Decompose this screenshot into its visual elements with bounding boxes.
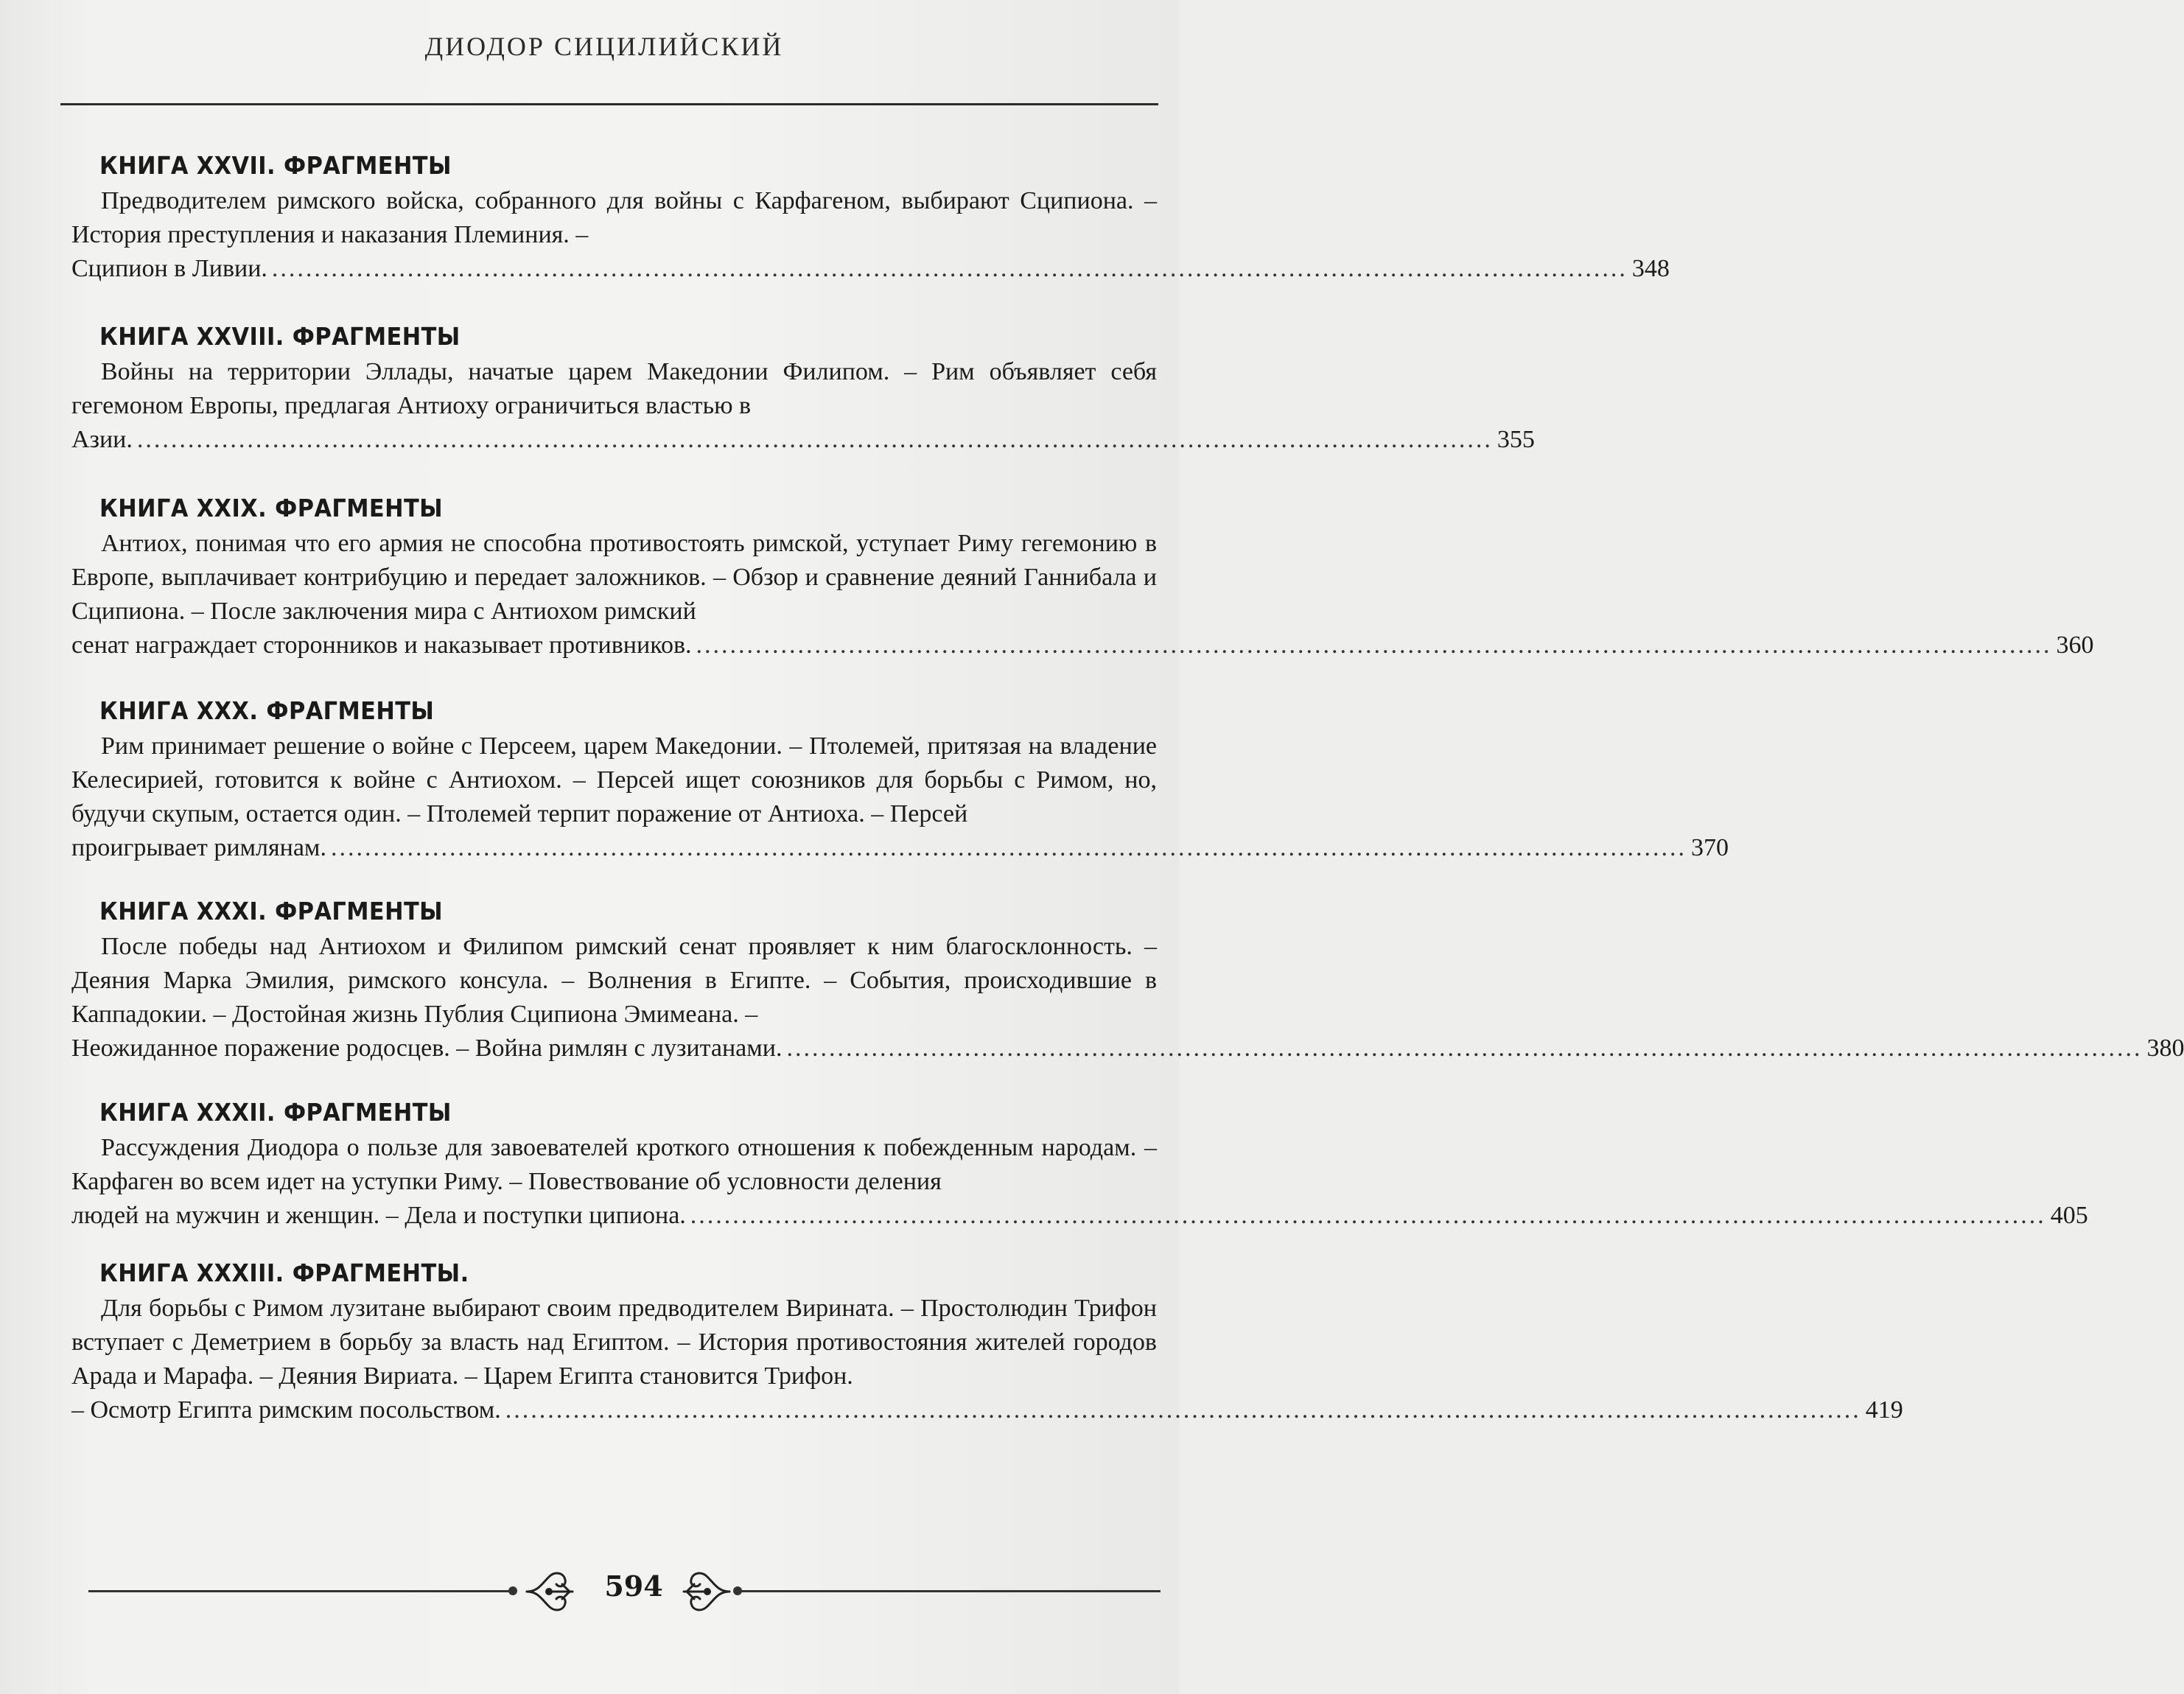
section-title: КНИГА XXVII. ФРАГМЕНТЫ [99,151,452,180]
section-title: КНИГА XXXIII. ФРАГМЕНТЫ. [99,1259,469,1287]
fleuron-right-icon [678,1562,737,1621]
toc-entry [70,696,1729,865]
toc-last-line [71,252,1670,286]
toc-entry [70,1098,2088,1233]
running-head: ДИОДОР СИЦИЛИЙСКИЙ [424,32,784,61]
section-title: КНИГА XXIX. ФРАГМЕНТЫ [99,494,444,522]
toc-entry [70,897,2184,1065]
toc-last-line [71,629,2094,662]
toc-last-line [71,423,1535,457]
dot-leader: ................................................................................................................................................................ [696,631,2052,659]
toc-last-line [71,1199,2088,1233]
summary-last-line: Азии. [71,426,133,453]
footer-rule-left [88,1590,512,1592]
fleuron-left-icon [519,1562,578,1621]
footer-rule-right [737,1590,1161,1592]
toc-entry [70,322,1535,457]
page-ref: 355 [1497,426,1535,453]
page-footer [88,1562,1164,1621]
dot-leader: ................................................................................................................................................................ [505,1396,1861,1424]
page-ref: 405 [2050,1202,2088,1229]
page-ref: 419 [1865,1396,1903,1424]
section-summary: Предводителем римского войска, собранного для войны с Карфагеном, выбирают Сципиона. – История преступления и наказания Племиния. – [71,187,1157,248]
summary-last-line: проигрывает римлянам. [71,834,326,861]
footer-dot-left [508,1586,517,1595]
dot-leader: ................................................................................................................................................................ [330,834,1687,861]
toc-last-line [71,831,1729,865]
page-ref: 370 [1690,834,1729,861]
page-ref: 380 [2146,1035,2184,1062]
summary-last-line: – Осмотр Египта римским посольством. [71,1396,501,1424]
page-ref: 360 [2056,631,2094,659]
toc-last-line [71,1032,2184,1065]
section-title: КНИГА XXXI. ФРАГМЕНТЫ [99,897,444,925]
toc-entry [70,151,1670,286]
section-summary: Антиох, понимая что его армия не способна противостоять римской, уступает Риму гегемонию в Европе, выплачивает контрибуцию и передает заложников. – Обзор и сравнение деяний Ганнибала и Сципиона. – После заключения мира с Антиохом римский [71,530,1157,625]
summary-last-line: Сципион в Ливии. [71,255,267,282]
toc-last-line [71,1393,1903,1427]
toc-entry [70,1259,1903,1427]
dot-leader: ................................................................................................................................................................ [271,255,1628,282]
section-summary: Войны на территории Эллады, начатые царем Македонии Филипом. – Рим объявляет себя гегемоном Европы, предлагая Антиоху ограничиться властью в [71,358,1157,419]
section-title: КНИГА XXVIII. ФРАГМЕНТЫ [99,322,461,351]
page-ref: 348 [1631,255,1670,282]
section-summary: Для борьбы с Римом лузитане выбирают своим предводителем Вирината. – Простолюдин Трифон вступает с Деметрием в борьбу за власть над Египтом. – История противостояния жителей городов Арада и Марафа. – Деяния Вириата. – Царем Египта становится Трифон. [71,1295,1157,1390]
summary-last-line: Неожиданное поражение родосцев. – Война римлян с лузитанами. [71,1035,783,1062]
toc-entry [70,494,2094,662]
section-title: КНИГА XXXII. ФРАГМЕНТЫ [99,1098,452,1127]
dot-leader: ................................................................................................................................................................ [136,426,1493,453]
summary-last-line: людей на мужчин и женщин. – Дела и поступки ципиона. [71,1202,686,1229]
section-title: КНИГА XXX. ФРАГМЕНТЫ [99,696,435,725]
summary-last-line: сенат награждает сторонников и наказывает противников. [71,631,692,659]
section-summary: Рим принимает решение о войне с Персеем, царем Македонии. – Птолемей, притязая на владение Келесирией, готовится к войне с Антиохом. – Персей ищет союзников для борьбы с Римом, но, будучи скупым, остается один. – Птолемей терпит поражение от Антиоха. – Персей [71,732,1157,827]
header-rule [60,103,1158,105]
section-summary: Рассуждения Диодора о пользе для завоевателей кроткого отношения к побежденным народам. – Карфаген во всем идет на уступки Риму. – Повествование об условности деления [71,1134,1157,1195]
page-number: 594 [604,1569,663,1603]
dot-leader: ................................................................................................................................................................ [786,1035,2143,1062]
section-summary: После победы над Антиохом и Филипом римский сенат проявляет к ним благосклонность. – Деяния Марка Эмилия, римского консула. – Волнения в Египте. – События, происходившие в Каппадокии. – Достойная жизнь Публия Сципиона Эмимеана. – [71,933,1157,1028]
dot-leader: ................................................................................................................................................................ [690,1202,2046,1229]
